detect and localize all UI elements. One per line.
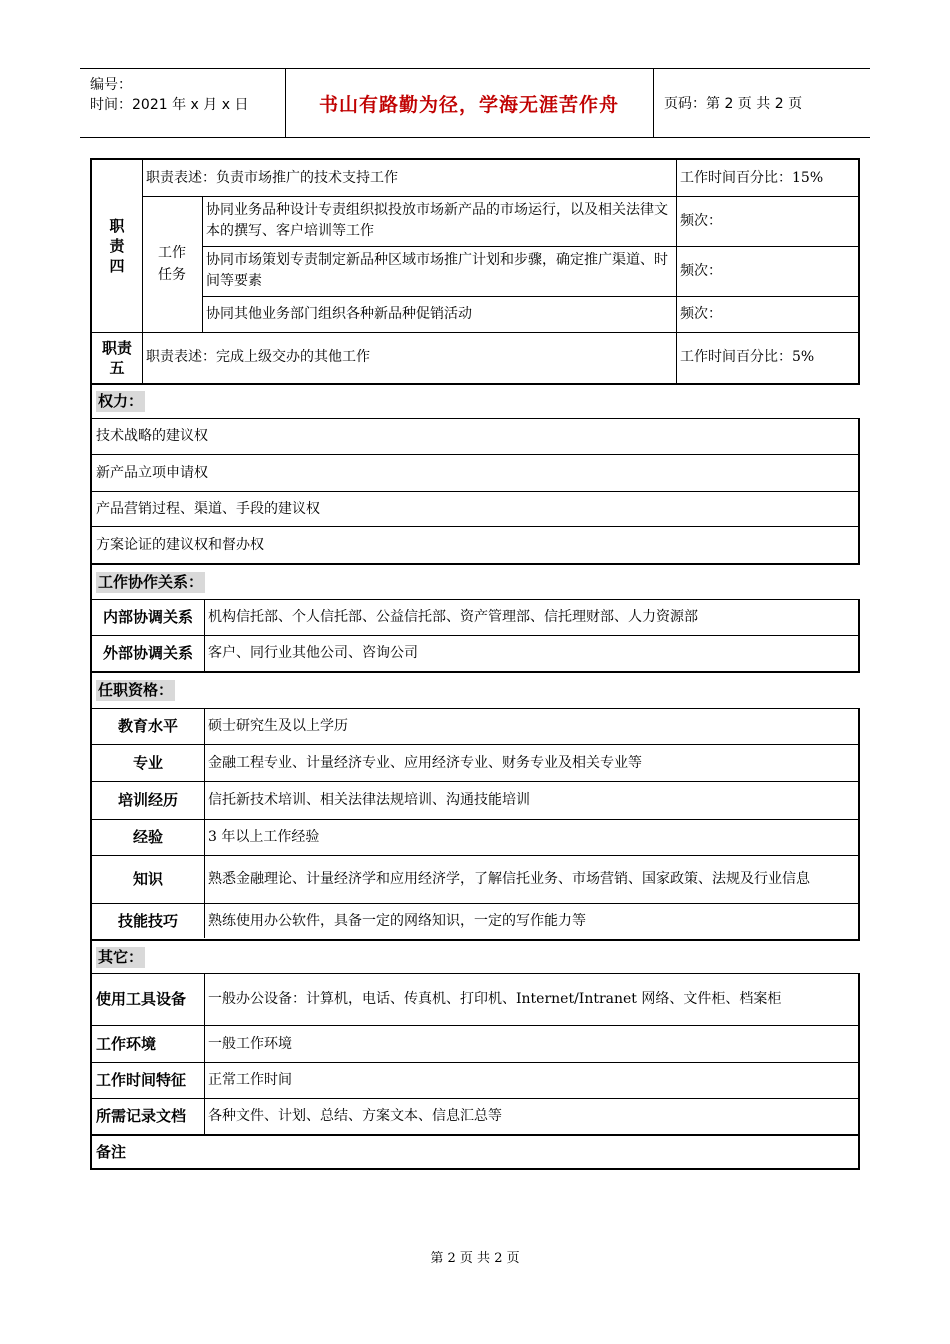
records-label: 所需记录文档 — [96, 1107, 187, 1125]
duty4-task-label — [142, 196, 202, 332]
work-time-value: 正常工作时间 — [208, 1072, 292, 1088]
education-value: 硕士研究生及以上学历 — [208, 718, 348, 734]
authority-item-2: 新产品立项申请权 — [96, 464, 208, 481]
qualification-title-text: 任职资格： — [98, 681, 174, 699]
duty4-task-2-freq: 频次： — [680, 262, 722, 279]
duty5-time-pct: 工作时间百分比：5% — [680, 349, 815, 365]
other-title-text: 其它： — [98, 947, 144, 966]
environment-value: 一般工作环境 — [208, 1035, 292, 1052]
duty4-task-2: 协同市场策划专责制定新品种区域市场推广计划和步骤，确定推广渠道、时间等要素 — [206, 252, 668, 289]
remarks-title: 备注 — [96, 1142, 127, 1161]
authority-item-4: 方案论证的建议权和督办权 — [96, 536, 264, 553]
training-label: 培训经历 — [117, 791, 178, 809]
external-coordination-label: 外部协调关系 — [102, 644, 193, 662]
duty4-label — [92, 160, 142, 332]
header-meta — [80, 69, 286, 137]
duty4-task-3-freq: 频次： — [680, 305, 722, 322]
experience-label: 经验 — [132, 828, 163, 846]
external-coordination-value: 客户、同行业其他公司、咨询公司 — [208, 645, 418, 661]
tools-value: 一般办公设备：计算机，电话、传真机、打印机、Internet/Intranet 网络、文件柜、档案柜 — [208, 991, 782, 1007]
job-description-table — [90, 158, 860, 1170]
duty4-task-3: 协同其他业务部门组织各种新品种促销活动 — [206, 305, 472, 322]
duty4-task-1: 协同业务品种设计专责组织拟投放市场新产品的市场运行，以及相关法律文本的撰写、客户培训等工作 — [206, 202, 668, 239]
records-value: 各种文件、计划、总结、方案文本、信息汇总等 — [208, 1108, 502, 1124]
qualification-section-title — [92, 673, 860, 708]
work-time-label: 工作时间特征 — [96, 1071, 187, 1089]
motto: 书山有路勤为径，学海无涯苦作舟 — [318, 93, 619, 116]
major-value: 金融工程专业、计量经济专业、应用经济专业、财务专业及相关专业等 — [208, 754, 642, 771]
duty4-label-text: 职责四 — [109, 217, 125, 275]
cooperation-section-title — [92, 565, 860, 599]
authority-item-1: 技术战略的建议权 — [96, 428, 208, 444]
knowledge-value: 熟悉金融理论、计量经济学和应用经济学，了解信托业务、市场营销、国家政策、法规及行业信息 — [208, 871, 810, 887]
page-info: 页码：第 2 页 共 2 页 — [664, 96, 803, 112]
header-page-cell — [654, 69, 870, 137]
education-label: 教育水平 — [117, 717, 178, 735]
major-label: 专业 — [132, 753, 163, 772]
experience-value: 3 年以上工作经验 — [208, 829, 320, 845]
cooperation-title-text: 工作协作关系： — [98, 572, 204, 591]
duty4-time-pct: 工作时间百分比：15% — [680, 169, 824, 186]
duty4-task-1-freq: 频次： — [680, 212, 722, 229]
authority-section-title — [92, 385, 860, 418]
document-number-label: 编号： — [90, 77, 132, 93]
document-date: 时间：2021 年 x 月 x 日 — [90, 97, 249, 113]
tools-label: 使用工具设备 — [96, 990, 187, 1008]
duty4-description: 职责表述：负责市场推广的技术支持工作 — [146, 169, 398, 186]
page-header — [80, 68, 870, 138]
internal-coordination-value: 机构信托部、个人信托部、公益信托部、资产管理部、信托理财部、人力资源部 — [208, 609, 698, 625]
duty5-label — [92, 332, 142, 383]
page-footer: 第 2 页 共 2 页 — [430, 1251, 520, 1266]
header-motto-cell — [285, 69, 654, 137]
internal-coordination-label: 内部协调关系 — [102, 608, 193, 626]
duty5-label-text: 职责五 — [101, 338, 132, 377]
duty4-task-label-text: 工作任务 — [158, 245, 186, 283]
other-section-title — [92, 941, 860, 973]
knowledge-label: 知识 — [132, 870, 163, 888]
environment-label: 工作环境 — [96, 1034, 157, 1053]
skills-label: 技能技巧 — [117, 912, 178, 930]
skills-value: 熟练使用办公软件，具备一定的网络知识，一定的写作能力等 — [208, 913, 586, 929]
authority-title-text: 权力： — [98, 392, 144, 410]
training-value: 信托新技术培训、相关法律法规培训、沟通技能培训 — [208, 792, 530, 808]
duty5-description: 职责表述：完成上级交办的其他工作 — [146, 349, 370, 365]
authority-item-3: 产品营销过程、渠道、手段的建议权 — [96, 500, 320, 517]
